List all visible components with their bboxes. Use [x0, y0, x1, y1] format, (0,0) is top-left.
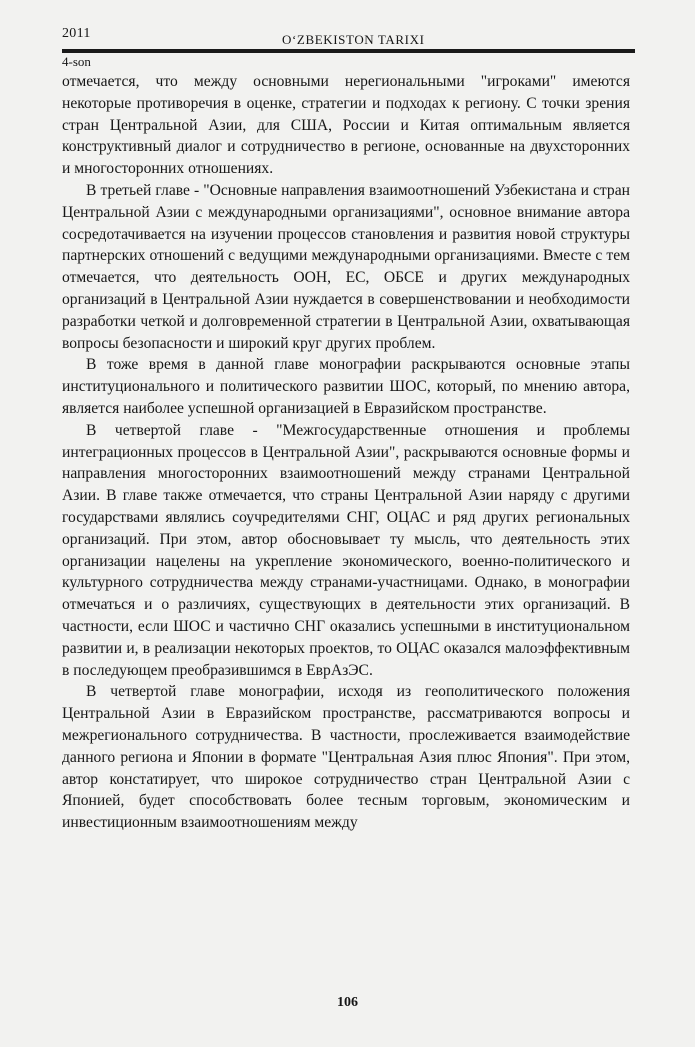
paragraph-1: отмечается, что между основными нерегиональными "игроками" имеются некоторые противоречия в оценке, стратегии и подходах к региону. С точки зрения стран Центральной Азии, для США, России и Китая оптимальным является конструктивный диалог и сотрудничество в регионе, основанные на двухсторонних и многосторонних отношениях.: [62, 73, 630, 178]
page-number: 106: [337, 995, 358, 1010]
page-header: [62, 24, 635, 54]
paragraph-2: В третьей главе - "Основные направления взаимоотношений Узбекистана и стран Центральной Азии с международными организациями", основное внимание автора сосредотачивается на изучении процессов становления и развития новой структуры партнерских отношений с ведущими международными организациями. Вместе с тем отмечается, что деятельность ООН, ЕС, ОБСЕ и других международных организаций в Центральной Азии нуждается в совершенствовании и необходимости разработки четкой и долговременной стратегии в Центральной Азии, охватывающая вопросы безопасности и широкий круг других проблем.: [62, 181, 630, 352]
header-year: 2011: [62, 26, 91, 41]
paragraph-5: В четвертой главе монографии, исходя из геополитического положения Центральной Азии в Евразийском пространстве, рассматриваются вопросы и межрегионального сотрудничества. В частности, прослеживается взаимодействие данного региона и Японии в формате "Центральная Азия плюс Япония". При этом, автор констатирует, что широкое сотрудничество стран Центральной Азии с Японией, будет способствовать более тесным торговым, экономическим и инвестиционным взаимоотношениям между: [62, 683, 630, 832]
paragraph-4: В четвертой главе - "Межгосударственные отношения и проблемы интеграционных процессов в Центральной Азии", раскрываются основные формы и направления многосторонних взаимоотношений между странами Центральной Азии. В главе также отмечается, что страны Центральной Азии наряду с другими государствами являлись соучредителями СНГ, ОЦАС и ряд других региональных организаций. При этом, автор обосновывает ту мысль, что деятельность этих организации нацелены на укрепление экономического, военно-политического и культурного сотрудничества между странами-участницами. Однако, в монографии отмечаться и о различиях, существующих в деятельности этих организаций. В частности, если ШОС и частично СНГ оказались успешными в институциональном развитии и, в реализации некоторых проектов, то ОЦАС оказался малоэффективным в последующем преобразившимся в ЕврАзЭС.: [62, 421, 630, 679]
article-body: [62, 71, 630, 834]
paragraph-3: В тоже время в данной главе монографии раскрываются основные этапы институционального и политического развитии ШОС, который, по мнению автора, является наиболее успешной организацией в Евразийском пространстве.: [62, 356, 630, 417]
header-issue: 4-son: [62, 54, 91, 69]
header-journal-title: O‘ZBEKISTON TARIXI: [282, 32, 425, 47]
header-rule: [62, 49, 635, 53]
